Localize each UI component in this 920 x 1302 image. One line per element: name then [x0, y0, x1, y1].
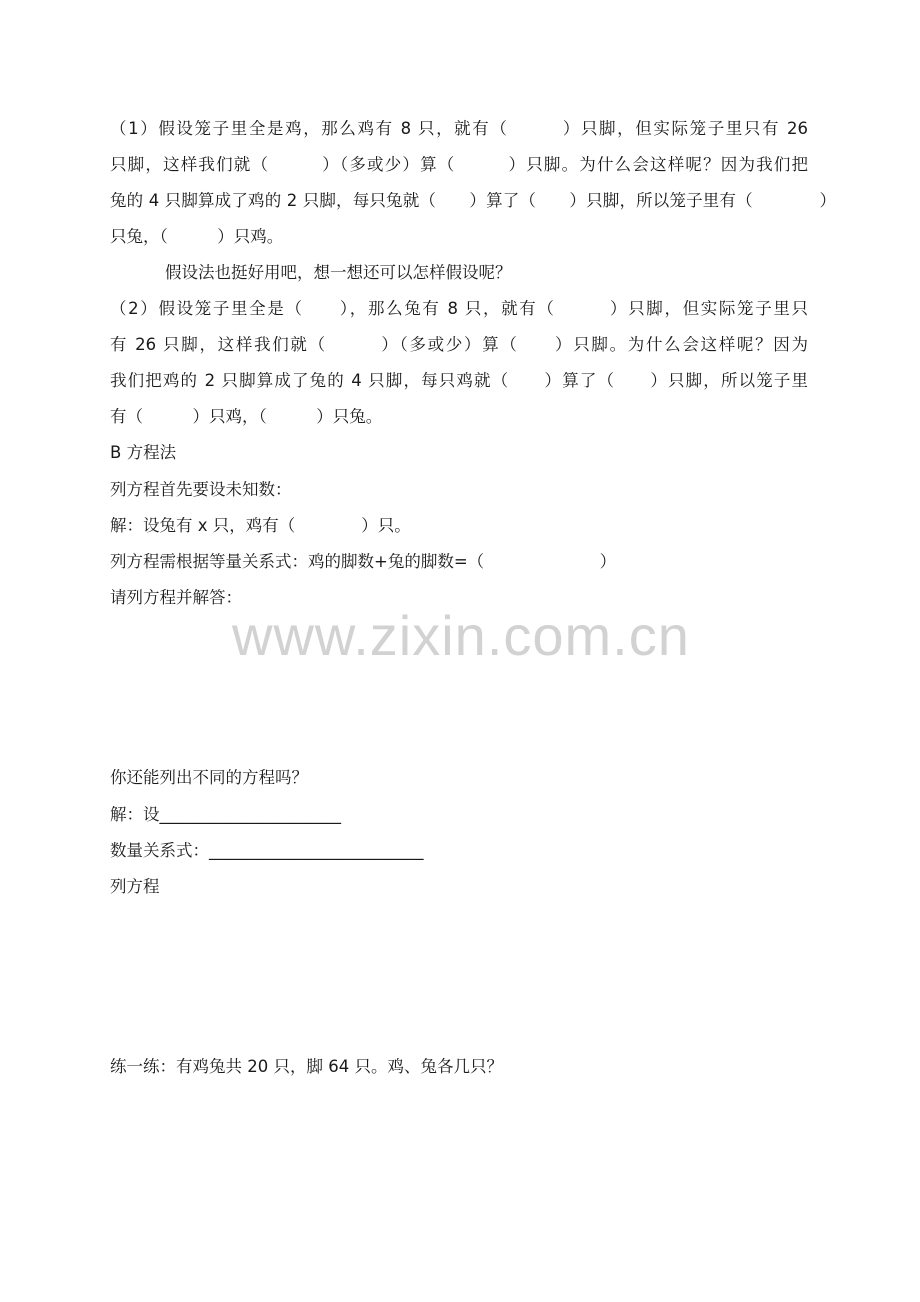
part2-line4: 有（ ）只鸡，（ ）只兔。: [110, 407, 383, 426]
solve-set-line: 解：设______________________: [110, 805, 341, 824]
watermark: www.zixin.com.cn: [232, 604, 690, 667]
part1-line2: 只脚，这样我们就（ ）（多或少）算（ ）只脚。为什么会这样呢？因为我们把: [110, 155, 808, 174]
quantity-relation-line: 数量关系式：__________________________: [110, 841, 424, 860]
relation-text: 列方程需根据等量关系式：鸡的脚数+兔的脚数=（ ）: [110, 552, 617, 571]
part2-line2: 有 26 只脚，这样我们就（ ）（多或少）算（ ）只脚。为什么会这样呢？因为: [110, 335, 808, 354]
let-unknown-text: 列方程首先要设未知数：: [110, 480, 292, 499]
practice-question: 练一练：有鸡兔共 20 只，脚 64 只。鸡、兔各几只？: [110, 1057, 503, 1076]
part1-line4: 只兔，（ ）只鸡。: [110, 227, 284, 246]
write-equation-text: 列方程: [110, 877, 160, 896]
part2-line3: 我们把鸡的 2 只脚算成了兔的 4 只脚，每只鸡就（ ）算了（ ）只脚，所以笼子里: [110, 371, 808, 390]
part2-line1: （2）假设笼子里全是（ ），那么兔有 8 只，就有（ ）只脚，但实际笼子里只: [110, 299, 808, 318]
method-b-heading: B 方程法: [110, 443, 177, 462]
part1-line3: 兔的 4 只脚算成了鸡的 2 只脚，每只兔就（ ）算了（ ）只脚，所以笼子里有（ ）: [110, 191, 836, 210]
different-equation-text: 你还能列出不同的方程吗？: [110, 768, 308, 787]
solution-set-text: 解：设兔有 x 只，鸡有（ ）只。: [110, 516, 411, 535]
please-solve-text: 请列方程并解答：: [110, 588, 242, 607]
part1-line1: （1）假设笼子里全是鸡，那么鸡有 8 只，就有（ ）只脚，但实际笼子里只有 26: [110, 119, 808, 138]
transition-text: 假设法也挺好用吧，想一想还可以怎样假设呢？: [165, 263, 512, 282]
